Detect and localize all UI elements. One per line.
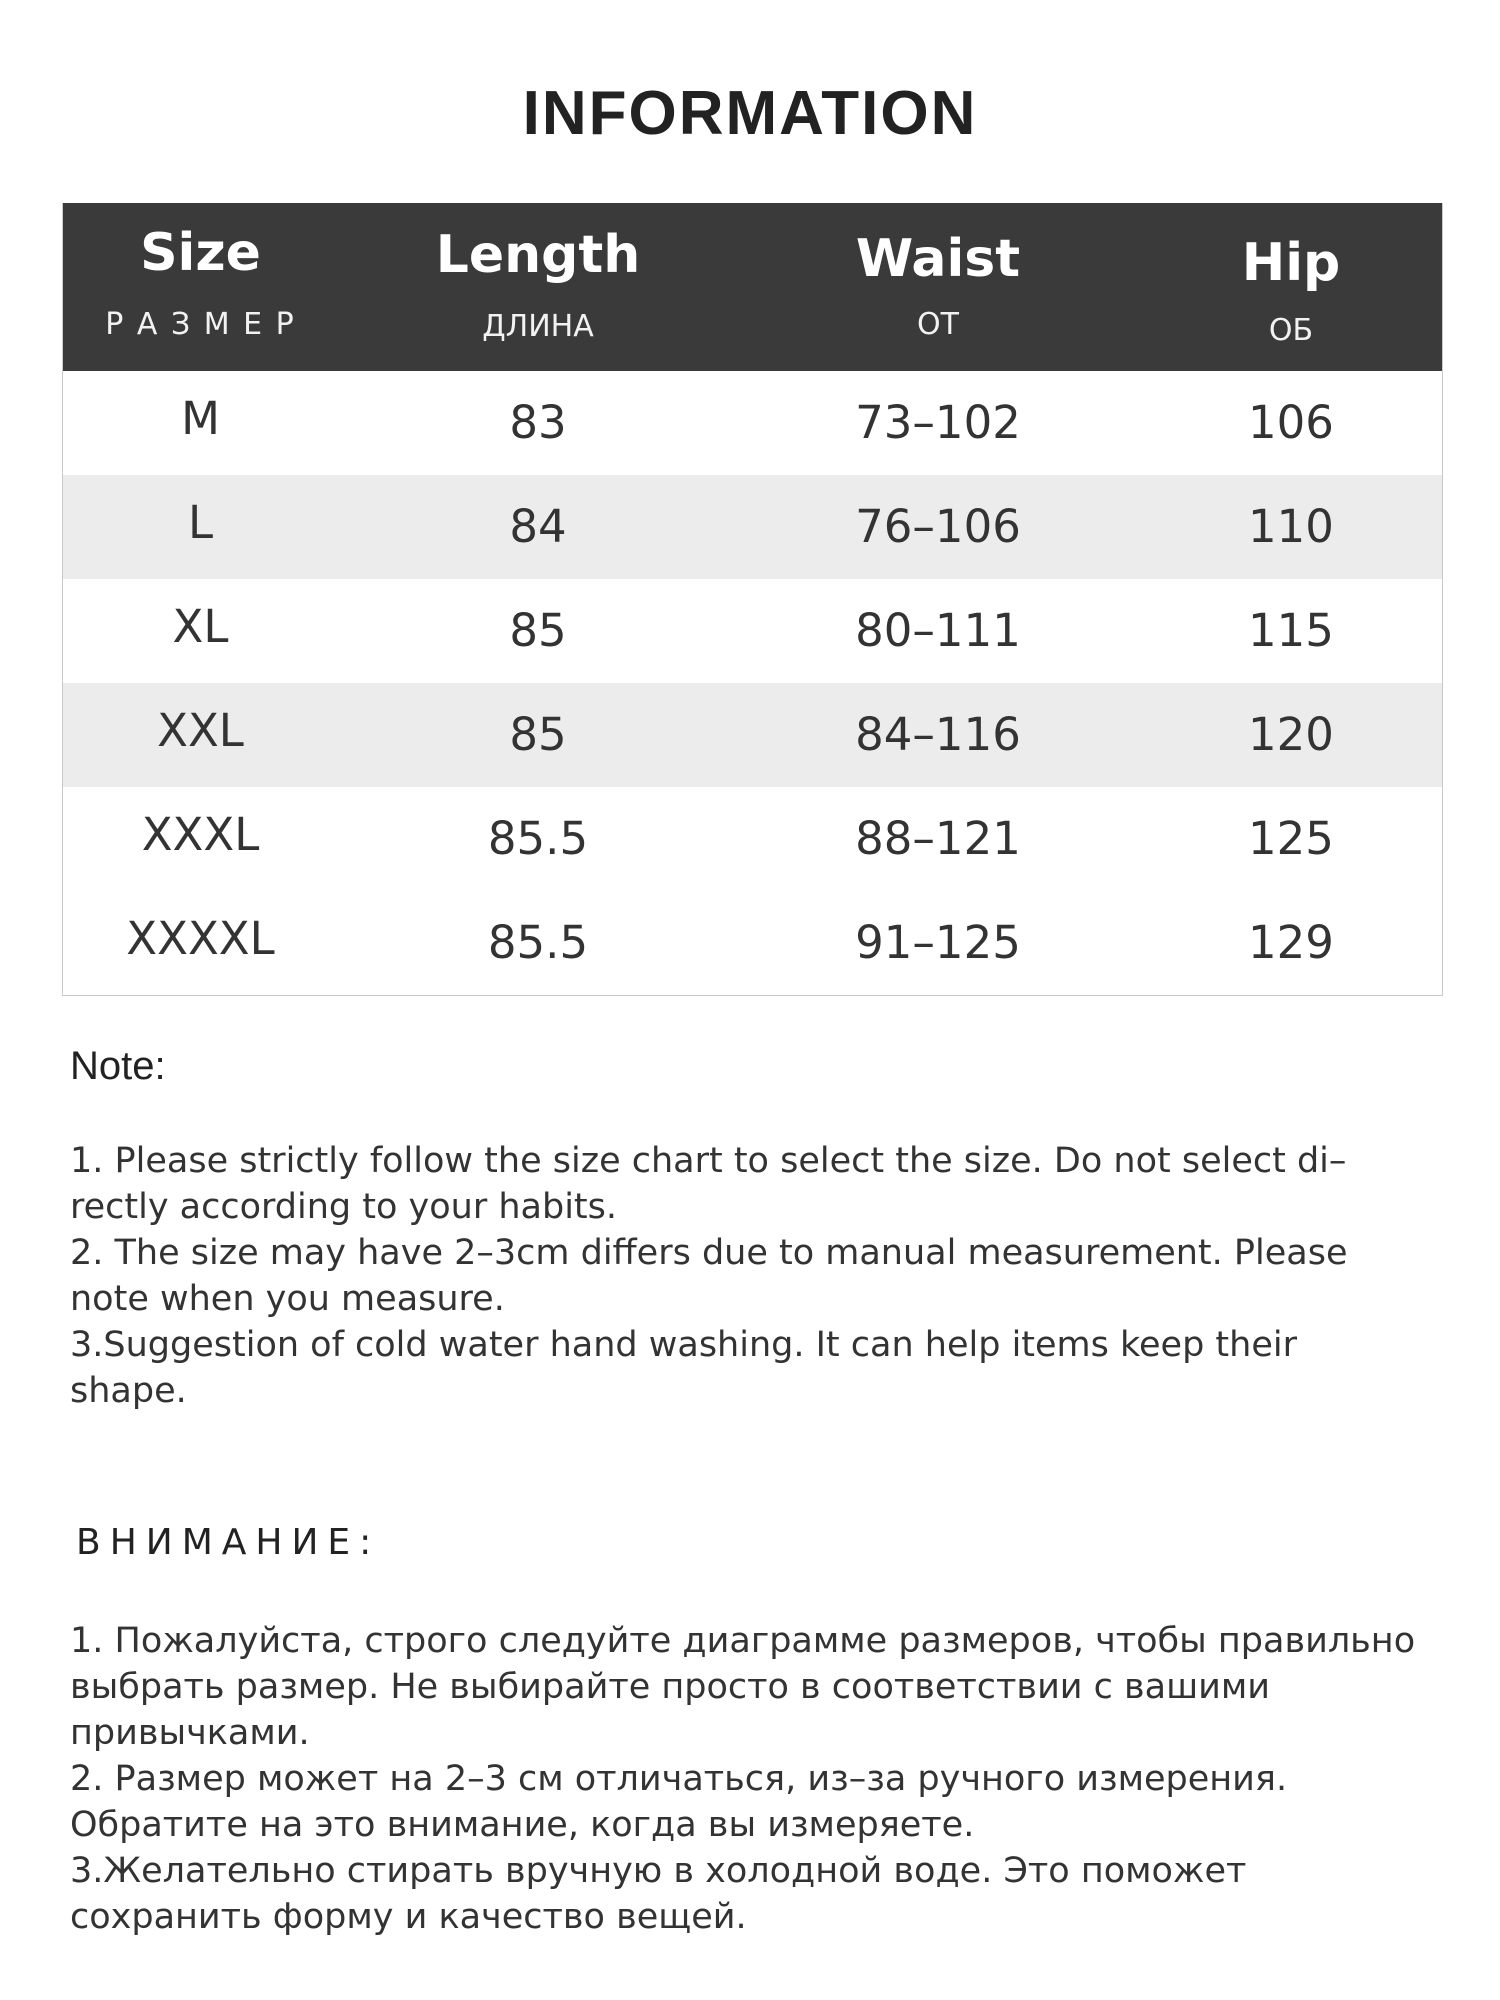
cell-hip: 115 — [1248, 604, 1334, 657]
cell-hip: 106 — [1248, 396, 1334, 449]
cell-hip: 120 — [1248, 708, 1334, 761]
cell-size: M — [181, 392, 220, 445]
cell-size: L — [187, 496, 214, 549]
page-title: INFORMATION — [522, 79, 978, 148]
cell-hip: 129 — [1248, 916, 1334, 969]
cell-length: 85.5 — [487, 812, 589, 865]
cell-length: 84 — [509, 500, 567, 553]
table-row — [63, 371, 1442, 475]
table-row — [63, 475, 1442, 579]
header-size-ru: Р А З М Е Р — [105, 307, 296, 342]
note-text: 1. Please strictly follow the size chart to select the size. Do not select di– rectly according to your habits. 2. The size may have 2–3cm differs due to manual measurement. Please note when you measure. 3.Suggestion of cold water hand washing. It can help items keep their shape. — [70, 1141, 1348, 1411]
cell-length: 85.5 — [487, 916, 589, 969]
header-length — [338, 203, 738, 371]
cell-waist: 76–106 — [855, 500, 1021, 553]
header-size-en: Size — [140, 223, 261, 283]
note-heading: Note: — [70, 1044, 166, 1088]
cell-size: XL — [172, 600, 229, 653]
cell-size: XXXL — [141, 808, 260, 861]
header-waist-ru: ОТ — [917, 307, 959, 342]
size-chart-table — [62, 203, 1443, 996]
header-hip-en: Hip — [1241, 233, 1341, 293]
table-row — [63, 787, 1442, 891]
cell-waist: 88–121 — [855, 812, 1021, 865]
cell-waist: 73–102 — [855, 396, 1021, 449]
header-hip-ru: ОБ — [1268, 313, 1314, 348]
table-row — [63, 579, 1442, 683]
cell-size: XXL — [157, 704, 244, 757]
cell-waist: 91–125 — [855, 916, 1021, 969]
cell-hip: 125 — [1248, 812, 1334, 865]
table-row — [63, 891, 1442, 995]
header-size — [63, 203, 338, 371]
table-row — [63, 683, 1442, 787]
cell-waist: 80–111 — [855, 604, 1021, 657]
cell-length: 85 — [509, 708, 567, 761]
attention-heading: ВНИМАНИЕ: — [76, 1522, 381, 1563]
cell-length: 83 — [509, 396, 567, 449]
table-header — [63, 203, 1442, 371]
header-length-ru: ДЛИНА — [482, 309, 594, 344]
header-waist — [738, 203, 1138, 371]
cell-length: 85 — [509, 604, 567, 657]
header-hip — [1138, 203, 1444, 371]
header-waist-en: Waist — [855, 229, 1021, 289]
header-length-en: Length — [435, 225, 641, 285]
cell-hip: 110 — [1248, 500, 1334, 553]
cell-waist: 84–116 — [855, 708, 1021, 761]
attention-text: 1. Пожалуйста, строго следуйте диаграмме размеров, чтобы правильно выбрать размер. Не выбирайте просто в соответствии с вашими привычками. 2. Размер может на 2–3 см отличаться, из–за ручного измерения. Обратите на это внимание, когда вы измеряете. 3.Желательно стирать вручную в холодной воде. Это поможет сохранить форму и качество вещей. — [70, 1621, 1416, 1937]
cell-size: XXXXL — [126, 912, 275, 965]
